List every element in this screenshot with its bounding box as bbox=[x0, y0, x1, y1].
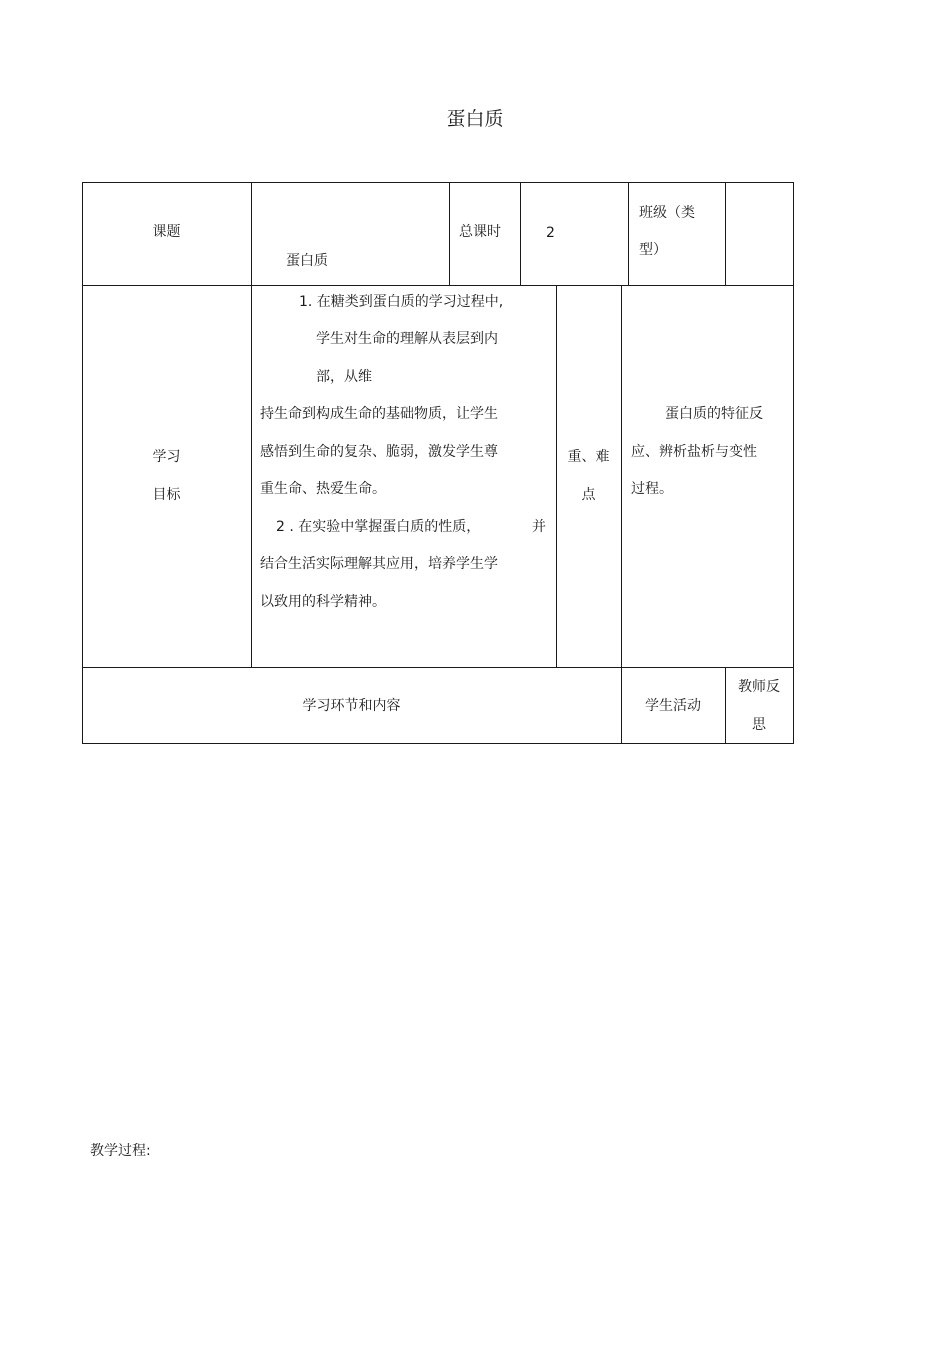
teaching-process-label: 教学过程: bbox=[90, 1143, 151, 1159]
goal-line: 以致用的科学精神。 bbox=[260, 594, 386, 610]
table-border-top bbox=[82, 182, 794, 183]
table-col-divider bbox=[628, 182, 629, 286]
table-row-divider bbox=[82, 667, 794, 668]
goal-line: 感悟到生命的复杂、脆弱，激发学生尊 bbox=[260, 444, 498, 460]
key-points-label-line1: 重、难 bbox=[567, 449, 610, 465]
student-activity-header: 学生活动 bbox=[645, 698, 701, 714]
page-title: 蛋白质 bbox=[446, 108, 504, 130]
class-type-label-line1: 班级（类 bbox=[639, 205, 695, 221]
class-type-label-line2: 型） bbox=[639, 242, 667, 258]
goal-line: 2 . 在实验中掌握蛋白质的性质， bbox=[276, 519, 481, 535]
table-row-divider bbox=[82, 285, 794, 286]
content-header: 学习环节和内容 bbox=[302, 698, 401, 714]
goal-line: 1. 在糖类到蛋白质的学习过程中, bbox=[299, 294, 504, 310]
table-col-divider bbox=[449, 182, 450, 286]
teacher-reflection-header-line1: 教师反 bbox=[738, 679, 780, 695]
table-border-right bbox=[793, 182, 794, 744]
key-points-line: 应、辨析盐析与变性 bbox=[631, 444, 757, 460]
table-border-bottom bbox=[82, 743, 794, 744]
table-col-divider bbox=[520, 182, 521, 286]
total-hours-label: 总课时 bbox=[459, 224, 501, 240]
topic-value: 蛋白质 bbox=[286, 253, 328, 269]
table-col-divider bbox=[621, 285, 622, 668]
table-col-divider bbox=[725, 182, 726, 286]
key-points-line: 蛋白质的特征反 bbox=[665, 406, 763, 422]
learning-goal-label-line2: 目标 bbox=[152, 487, 181, 503]
table-col-divider bbox=[251, 182, 252, 286]
goal-line-tail: 并 bbox=[532, 519, 546, 535]
goal-line: 持生命到构成生命的基础物质，让学生 bbox=[260, 406, 498, 422]
total-hours-value: 2 bbox=[546, 225, 555, 241]
key-points-line: 过程。 bbox=[631, 481, 673, 497]
key-points-label-line2: 点 bbox=[581, 487, 596, 503]
teacher-reflection-header-line2: 思 bbox=[752, 717, 766, 733]
learning-goal-label-line1: 学习 bbox=[152, 449, 181, 465]
goal-line: 重生命、热爱生命。 bbox=[260, 481, 386, 497]
table-col-divider bbox=[556, 285, 557, 668]
topic-label: 课题 bbox=[152, 224, 181, 240]
goal-line: 学生对生命的理解从表层到内 bbox=[316, 331, 498, 347]
goal-line: 结合生活实际理解其应用，培养学生学 bbox=[260, 556, 498, 572]
goal-line: 部，从维 bbox=[316, 369, 372, 385]
table-col-divider bbox=[251, 285, 252, 668]
